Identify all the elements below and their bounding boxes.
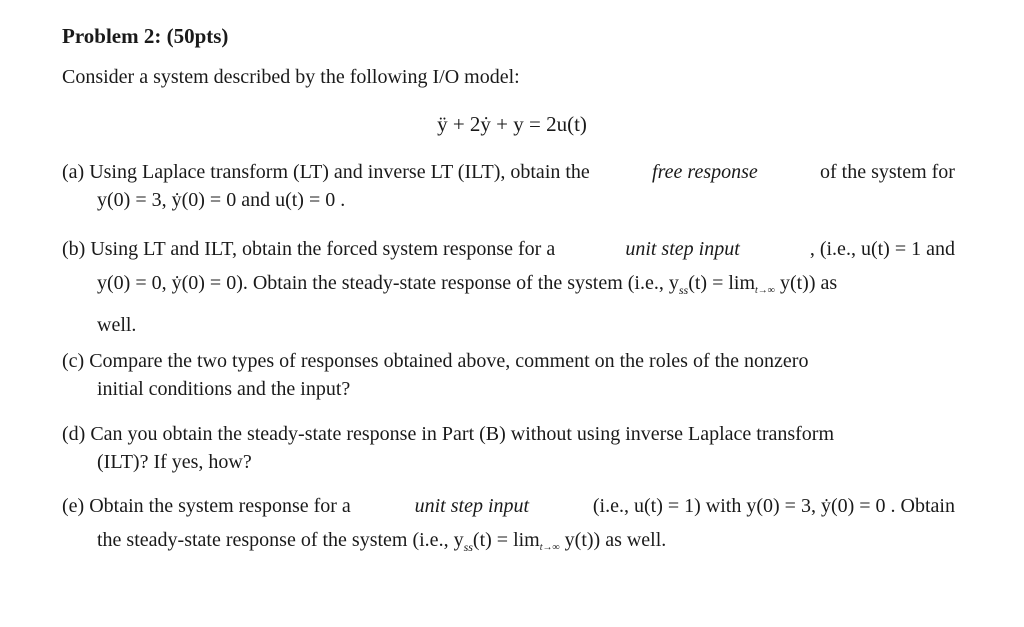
- part-a-emphasis: free response: [652, 161, 758, 183]
- part-a-text-post: of the system for: [820, 161, 955, 183]
- part-a-line-1: [62, 158, 955, 186]
- part-d: [62, 420, 962, 476]
- io-model-equation: ÿ + 2ẏ + y = 2u(t): [437, 112, 587, 136]
- part-d-line-1: (d) Can you obtain the steady-state response in Part (B) without using inverse Laplace transform: [62, 423, 835, 445]
- part-e-emphasis: unit step input: [414, 495, 530, 517]
- problem-intro: Consider a system described by the following I/O model:: [62, 66, 520, 88]
- part-a-line-2: y(0) = 3, ẏ(0) = 0 and u(t) = 0 .: [97, 189, 346, 211]
- part-b-line-2-pre: y(0) = 0, ẏ(0) = 0). Obtain the steady-state response of the system (i.e., y: [97, 272, 679, 294]
- part-b-line-2-post: y(t)) as: [774, 272, 838, 294]
- part-b-emphasis: unit step input: [625, 238, 740, 260]
- part-e-lim-subscript: t→∞: [539, 542, 560, 553]
- part-c-line-1: (c) Compare the two types of responses obtained above, comment on the roles of the nonzero: [62, 350, 809, 372]
- part-e-text-post: (i.e., u(t) = 1) with y(0) = 3, ẏ(0) = 0 . Obtain: [592, 495, 955, 517]
- part-b: [62, 235, 962, 339]
- part-c: [62, 347, 962, 403]
- part-e-ss-subscript: ss: [463, 540, 473, 554]
- part-e-line-1: [62, 492, 955, 520]
- part-e: [62, 492, 962, 562]
- part-b-line-1: [62, 235, 955, 263]
- part-a: [62, 158, 962, 214]
- part-b-ss-subscript: ss: [678, 283, 689, 297]
- part-c-line-2: initial conditions and the input?: [97, 378, 351, 400]
- part-d-line-2: (ILT)? If yes, how?: [97, 451, 252, 473]
- part-e-line-2-post: y(t)) as well.: [559, 529, 667, 551]
- part-e-line-2: [62, 526, 962, 562]
- part-e-line-2-pre: the steady-state response of the system (i.e., y: [97, 529, 464, 551]
- part-b-text-post: , (i.e., u(t) = 1 and: [809, 238, 955, 260]
- part-b-line-2-mid: (t) = lim: [688, 272, 756, 294]
- problem-heading: Problem 2: (50pts): [62, 24, 229, 48]
- part-b-line-2: [62, 269, 962, 305]
- part-a-text-pre: (a) Using Laplace transform (LT) and inverse LT (ILT), obtain the: [62, 161, 590, 183]
- part-b-text-pre: (b) Using LT and ILT, obtain the forced system response for a: [62, 238, 556, 260]
- part-e-line-2-mid: (t) = lim: [472, 529, 540, 551]
- part-b-line-3: well.: [97, 314, 137, 336]
- part-e-text-pre: (e) Obtain the system response for a: [62, 495, 351, 517]
- part-b-lim-subscript: t→∞: [755, 285, 775, 296]
